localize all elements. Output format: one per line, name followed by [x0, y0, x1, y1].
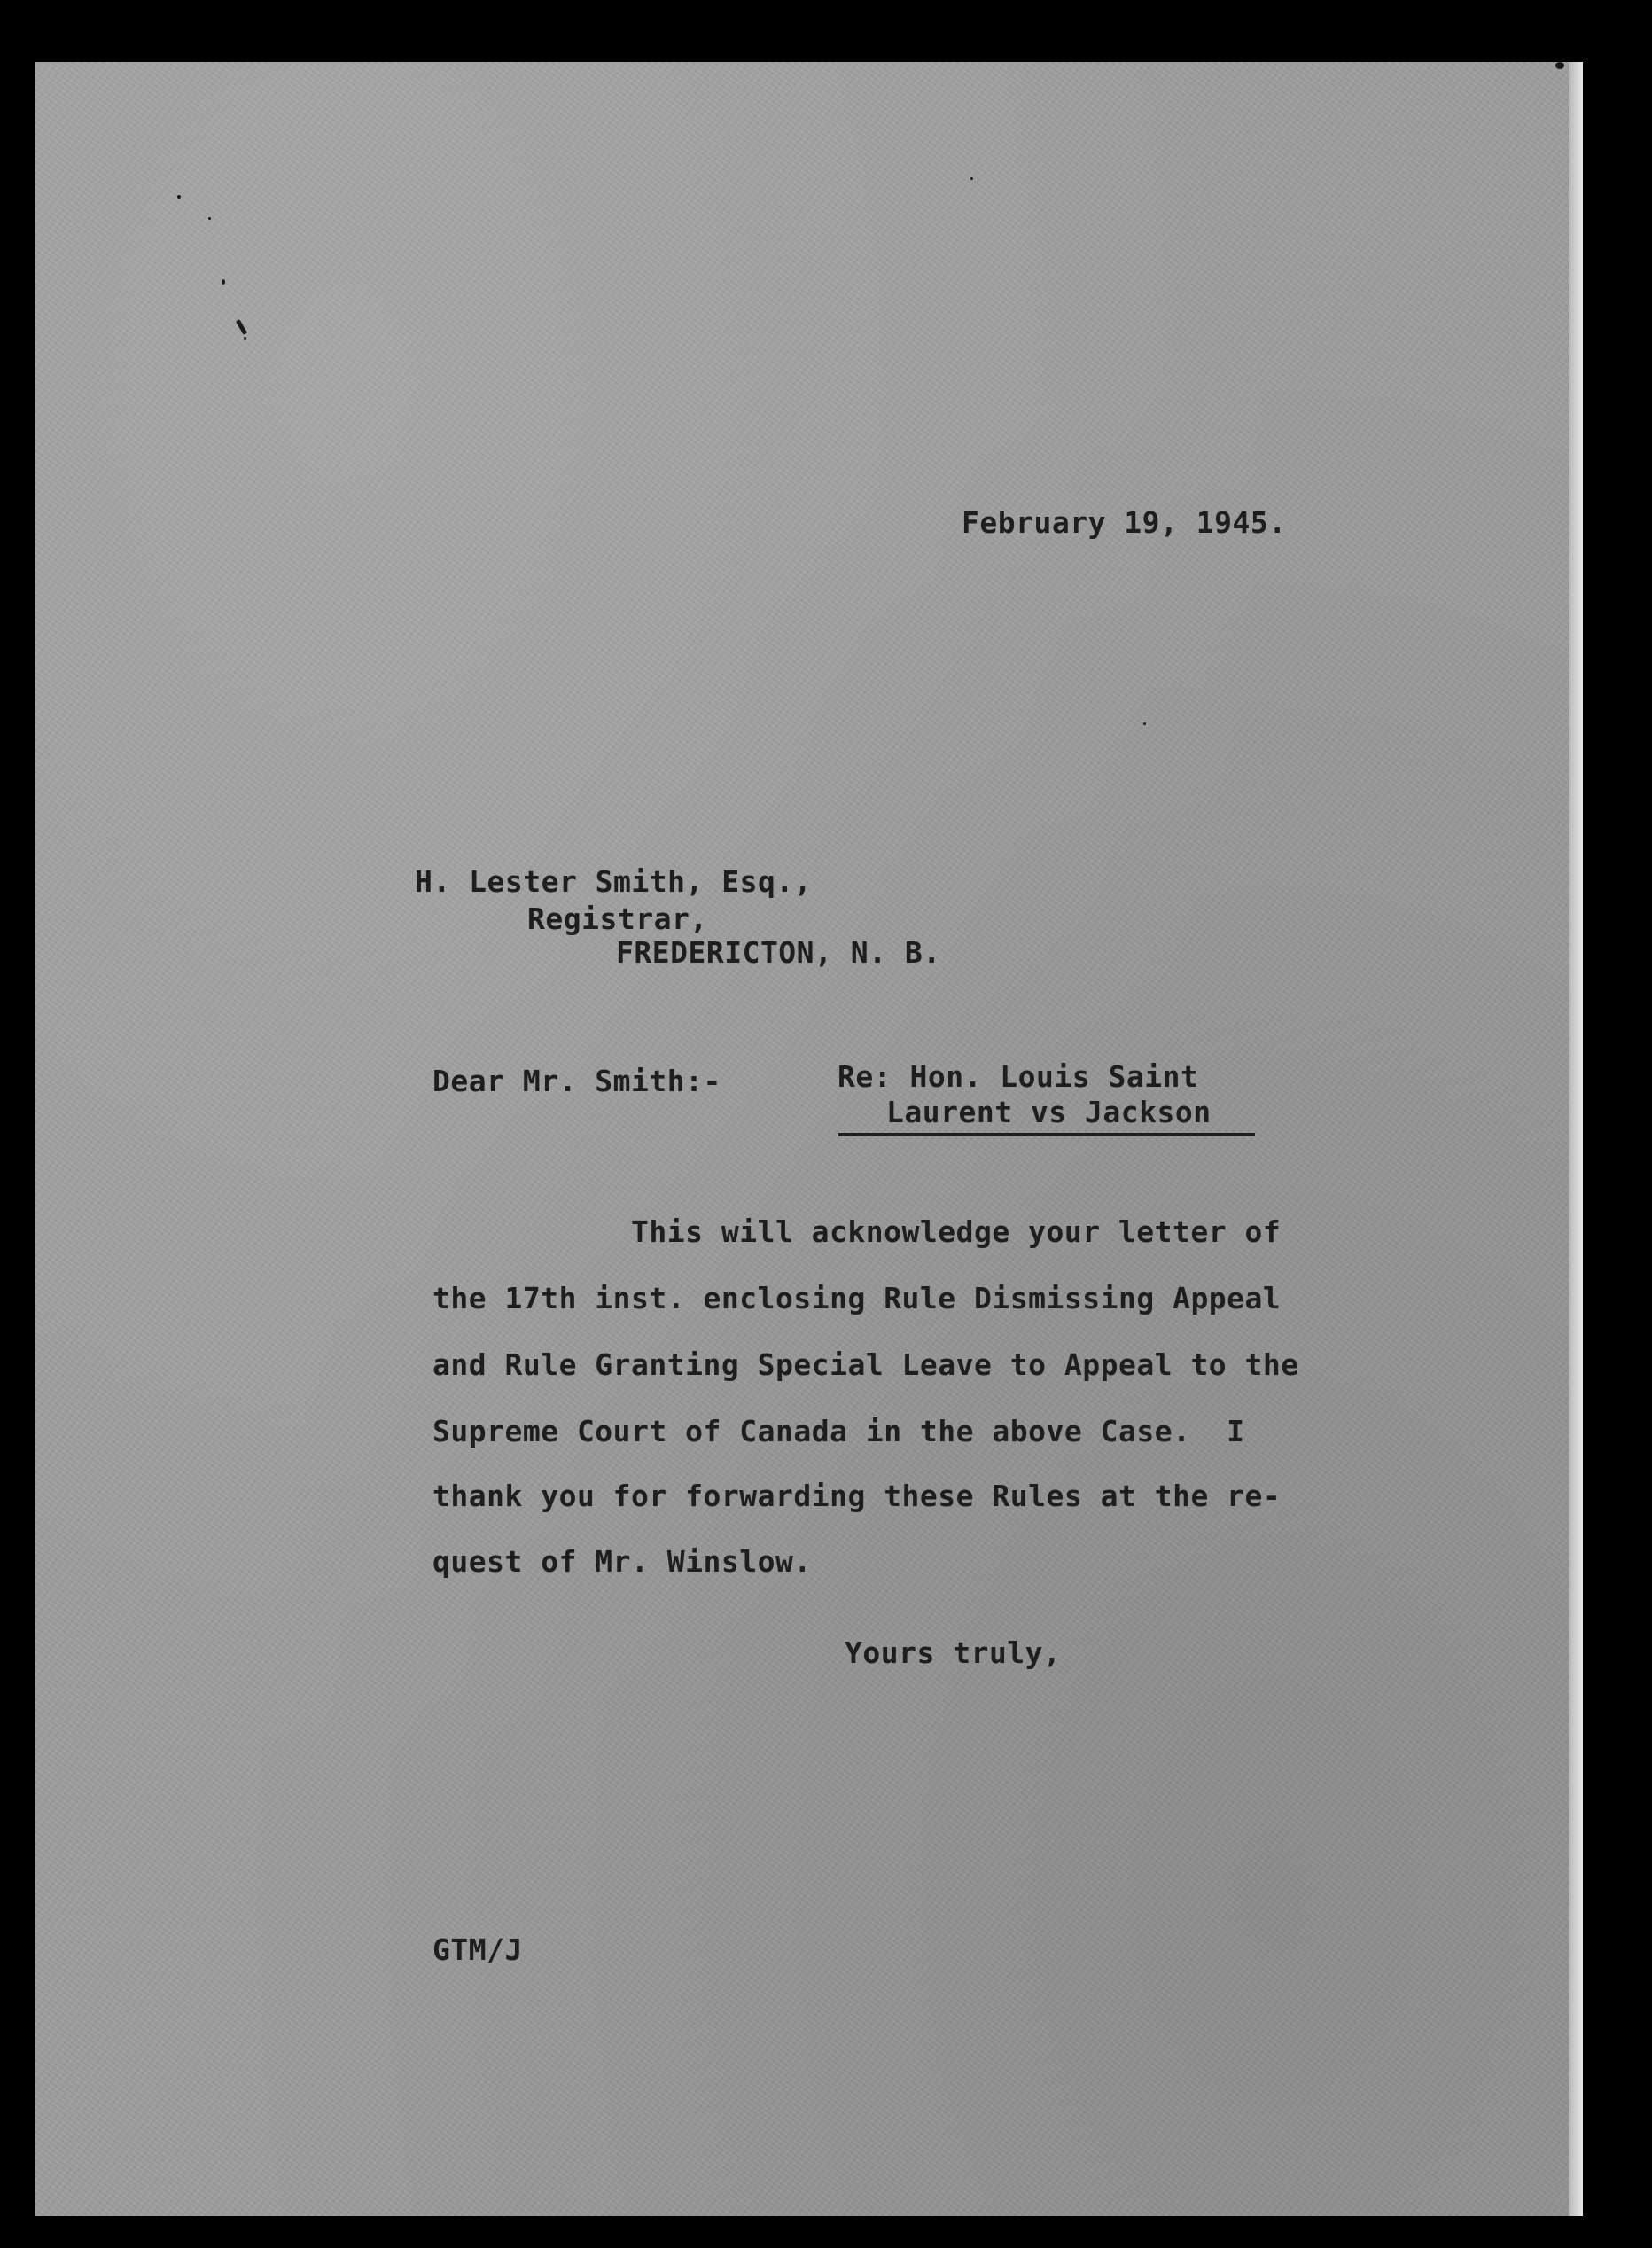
speck [1143, 722, 1146, 725]
speck [208, 217, 211, 220]
salutation: Dear Mr. Smith:- [432, 1064, 721, 1098]
speck [970, 177, 973, 180]
body-line: and Rule Granting Special Leave to Appeal to the [432, 1347, 1299, 1382]
typist-initials: GTM/J [432, 1932, 523, 1967]
paper-edge [1569, 62, 1583, 2216]
speck [177, 195, 181, 199]
reference-underline [838, 1133, 1255, 1136]
reference-line-2: Laurent vs Jackson [886, 1095, 1212, 1129]
speck [244, 337, 246, 340]
speck [1555, 62, 1564, 69]
body-line: the 17th inst. enclosing Rule Dismissing Appeal [432, 1281, 1282, 1315]
recipient-location: FREDERICTON, N. B. [616, 935, 941, 970]
letter-page [35, 62, 1583, 2216]
letter-date: February 19, 1945. [962, 505, 1287, 540]
reference-line-1: Re: Hon. Louis Saint [838, 1059, 1199, 1094]
speck [222, 279, 225, 285]
speck [236, 319, 247, 335]
recipient-title: Registrar, [527, 902, 708, 936]
body-line: Supreme Court of Canada in the above Case. I [432, 1414, 1245, 1448]
recipient-name: H. Lester Smith, Esq., [415, 864, 813, 899]
closing: Yours truly, [845, 1635, 1062, 1670]
body-line: This will acknowledge your letter of [631, 1214, 1282, 1249]
body-line: quest of Mr. Winslow. [432, 1544, 812, 1579]
body-line: thank you for forwarding these Rules at the re- [432, 1479, 1282, 1513]
